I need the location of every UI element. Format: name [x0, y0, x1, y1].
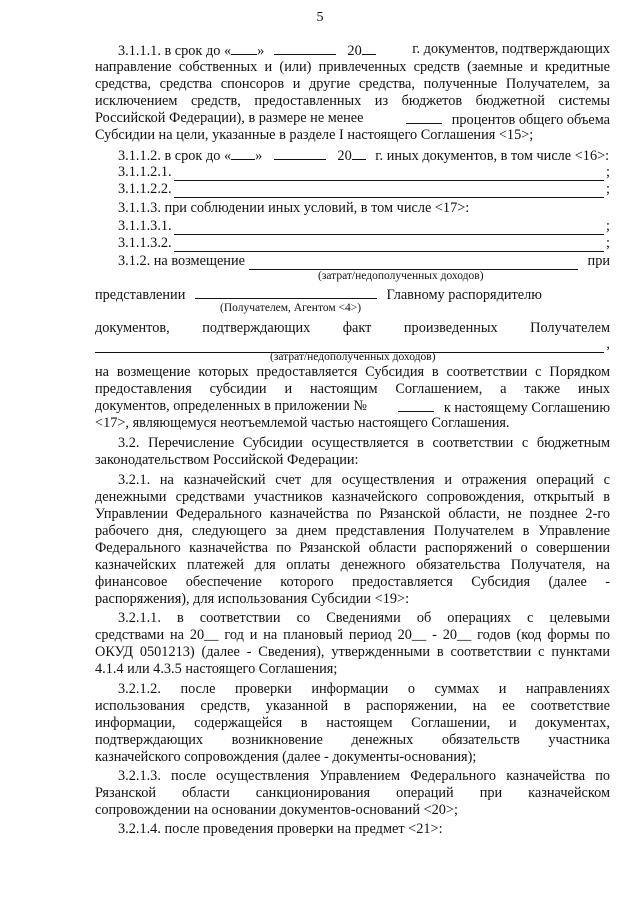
text-line: сопровождении на основании документов-оснований <20>; [95, 802, 458, 818]
text-line: информации, содержащейся в настоящем Соглашении, и документах, [95, 715, 610, 731]
caption: (затрат/недополученных доходов) [318, 270, 484, 282]
text-line: казначейского сопровождения (далее - документы-основания); [95, 749, 477, 765]
text-line: Федерального казначейства по Рязанской области распоряжений о совершении [95, 540, 610, 556]
text-line: 3.2. Перечисление Субсидии осуществляется в соответствии с бюджетным [118, 435, 610, 451]
text-line: использования средств, указанной в распоряжении, на ее соответствие [95, 698, 610, 714]
caption: (затрат/недополученных доходов) [270, 351, 436, 363]
text-line: рабочего дня, следующего за днем представления Получателем в Управление [95, 523, 610, 539]
page-number: 5 [316, 10, 324, 25]
text-line: подтверждающих возникновение денежных обязательств участника [95, 732, 610, 748]
text-line: 4.1.4 или 4.3.5 настоящего Соглашения; [95, 661, 338, 677]
text-line: на возмещение которых предоставляется Субсидия в соответствии с Порядком [95, 364, 610, 380]
text-line: ОКУД 0501213) (далее - Сведения), утвержденными в соответствии с пунктами [95, 644, 610, 660]
text-line: Субсидии на цели, указанные в разделе I настоящего Соглашения <15>; [95, 127, 534, 143]
text-line: предоставления субсидии и настоящим Соглашением, а также иных [95, 381, 610, 397]
text-line: исключением средств, предоставленных из бюджетов бюджетной системы [95, 93, 610, 109]
clause-3-1-1-1-line: 3.1.1.1. в срок до « » 20 г. документов, подтверждающих [118, 41, 610, 59]
text-line: документов, определенных в приложении № к настоящему Соглашению [95, 398, 610, 416]
text-line: 3.2.1.4. после проведения проверки на предмет <21>: [118, 821, 443, 837]
text-line: Рязанской области санкционирования операций при казначейском [95, 785, 610, 801]
text-line: документов, подтверждающих факт произведенных Получателем [95, 320, 610, 336]
clause-3-1-1-2-line: 3.1.1.2. в срок до « » 20 г. иных документов, в том числе <16>: [118, 148, 610, 164]
fill-line: 3.1.1.2.2. ; [118, 181, 610, 197]
fill-line: , [95, 336, 610, 353]
text-line: 3.2.1.2. после проверки информации о суммах и направлениях [118, 681, 610, 697]
text-line: денежными средствами участников казначейского сопровождения, открытый в [95, 489, 610, 505]
text-line: направление собственных и (или) привлеченных средств (заемные и кредитные [95, 59, 610, 75]
text-line: 3.1.1.3. при соблюдении иных условий, в том числе <17>: [118, 200, 470, 216]
text-line: финансовое обеспечение которого предоставляется Субсидия (далее - [95, 574, 610, 590]
text-line: средствами на 20__ год и на плановый период 20__ - 20__ годов (код формы по [95, 627, 610, 643]
clause-3-1-2-line: 3.1.2. на возмещение при [118, 253, 610, 269]
fill-line: 3.1.1.3.2. ; [118, 235, 610, 251]
text-line: <17>, являющемуся неотъемлемой частью настоящего Соглашения. [95, 415, 510, 431]
fill-line: 3.1.1.2.1. ; [118, 164, 610, 180]
fill-line: 3.1.1.3.1. ; [118, 218, 610, 234]
text-line: Управлении Федерального казначейства по Рязанской области, не позднее 2-го [95, 506, 610, 522]
text-line: представлении Главному распорядителю [95, 287, 542, 303]
text-line: 3.2.1. на казначейский счет для осуществления и отражения операций с [118, 472, 610, 488]
text-line: средства, средства спонсоров и другие средства, полученные Получателем, за [95, 76, 610, 92]
text-line: 3.2.1.3. после осуществления Управлением Федерального казначейства по [118, 768, 610, 784]
text-line: 3.2.1.1. в соответствии со Сведениями об операциях с целевыми [118, 610, 610, 626]
caption: (Получателем, Агентом <4>) [220, 302, 362, 314]
text-line: распоряжения), для использования Субсидии <19>: [95, 591, 410, 607]
text-line: казначейских платежей для оплаты денежного обязательства Получателя, на [95, 557, 610, 573]
text-line: законодательством Российской Федерации: [95, 452, 359, 468]
text-line: Российской Федерации), в размере не менее процентов общего объема [95, 110, 610, 128]
